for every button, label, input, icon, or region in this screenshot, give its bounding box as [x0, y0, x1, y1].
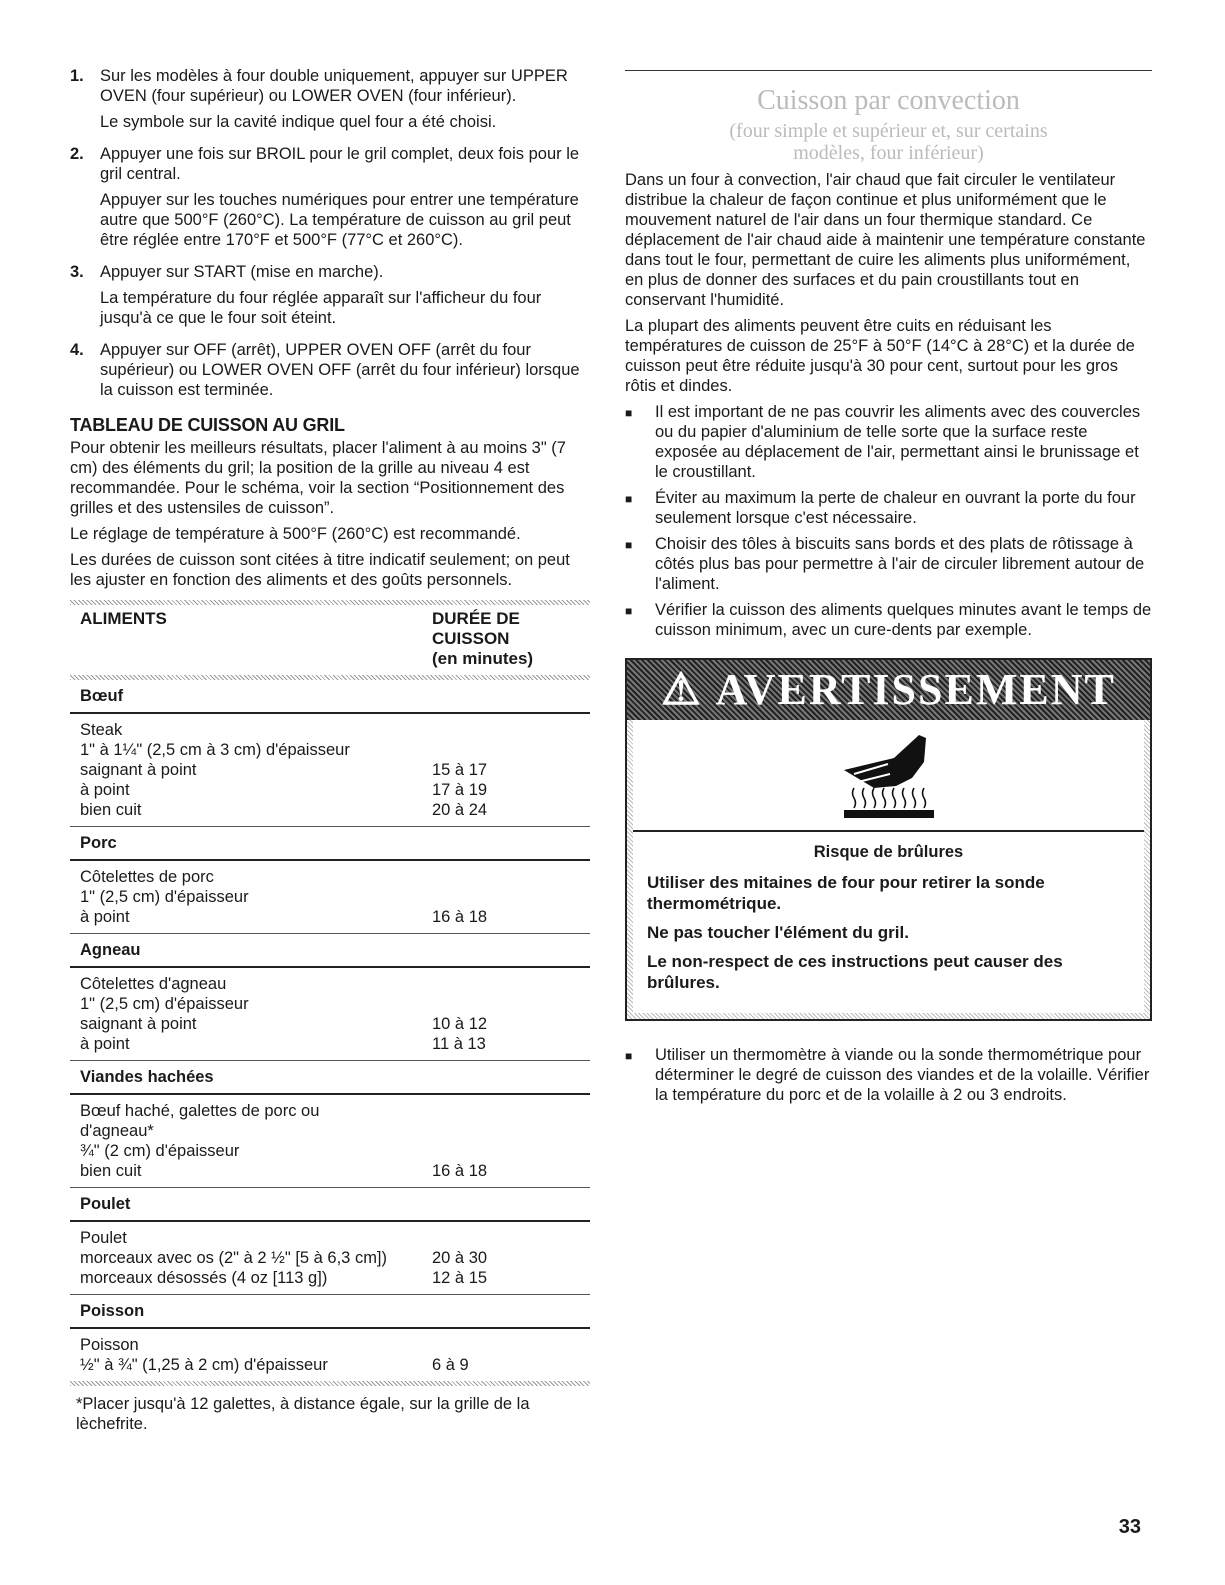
- convection-subtitle: (four simple et supérieur et, sur certains modèles, four inférieur): [729, 120, 1048, 164]
- table-cell-food: 1" (2,5 cm) d'épaisseur: [80, 995, 249, 1013]
- list-item: [625, 600, 1152, 640]
- warning-line: Ne pas toucher l'élément du gril.: [647, 923, 909, 942]
- step-2: [70, 144, 590, 256]
- table-row: [80, 1228, 580, 1248]
- table-group: [70, 1335, 590, 1381]
- table-row: [80, 780, 580, 800]
- warning-text: [633, 832, 1144, 1013]
- table-cell-food: 1" à 1¼" (2,5 cm à 3 cm) d'épaisseur: [80, 741, 350, 759]
- list-item-text: Éviter au maximum la perte de chaleur en ouvrant la porte du four seulement lorsque c'est nécessaire.: [655, 489, 1136, 527]
- warning-triangle-icon: ⚠: [661, 665, 716, 714]
- step-4: [70, 340, 590, 406]
- table-cell-time: [432, 974, 580, 994]
- table-body: [70, 680, 590, 1381]
- table-cell-time: 16 à 18: [432, 908, 488, 926]
- table-cell-food: Côtelettes d'agneau: [80, 975, 227, 993]
- list-item-text: Utiliser un thermomètre à viande ou la sonde thermométrique pour déterminer le degré de cuisson des viandes et de la volaille. Vérifier la température du porc et de la volaille à 2 ou 3 endroits.: [655, 1046, 1150, 1104]
- table-row: [80, 1161, 580, 1181]
- table-cell-food: saignant à point: [80, 1015, 197, 1033]
- table-category: Porc: [70, 827, 590, 861]
- list-item-text: Choisir des tôles à biscuits sans bords et des plats de rôtissage à côtés plus bas pour permettre à l'air de circuler librement autour de l'aliment.: [655, 535, 1145, 593]
- list-item: [625, 1045, 1152, 1105]
- table-row: [80, 907, 580, 927]
- step-text: La température du four réglée apparaît sur l'afficheur du four jusqu'à ce que le four soit éteint.: [100, 289, 542, 327]
- list-item: [625, 534, 1152, 594]
- list-item: [625, 488, 1152, 528]
- table-category: Viandes hachées: [70, 1061, 590, 1095]
- step-number: 3.: [70, 263, 84, 281]
- table-cell-time: 10 à 12: [432, 1015, 488, 1033]
- warning-line: Utiliser des mitaines de four pour retirer la sonde thermométrique.: [647, 873, 1045, 913]
- table-row: [80, 720, 580, 740]
- table-cell-time: [432, 1141, 580, 1161]
- table-row: [80, 760, 580, 780]
- table-cell-time: [432, 740, 580, 760]
- table-group: [70, 974, 590, 1061]
- table-cell-food: ½" à ¾" (1,25 à 2 cm) d'épaisseur: [80, 1356, 328, 1374]
- table-category: Poulet: [70, 1188, 590, 1222]
- gril-duration-note: Les durées de cuisson sont citées à titre indicatif seulement; on peut les ajuster en fonction des aliments et des goûts personnels.: [70, 551, 570, 589]
- table-category: Poisson: [70, 1295, 590, 1329]
- table-cell-food: à point: [80, 1035, 130, 1053]
- table-row: [80, 1248, 580, 1268]
- warning-icon-panel: [633, 720, 1144, 832]
- table-cell-time: 15 à 17: [432, 761, 488, 779]
- table-cell-food: Côtelettes de porc: [80, 868, 214, 886]
- table-cell-time: [432, 1228, 580, 1248]
- section-heading-gril: TABLEAU DE CUISSON AU GRIL: [70, 415, 345, 435]
- table-cell-time: 20 à 30: [432, 1249, 488, 1267]
- table-cell-food: Poulet: [80, 1229, 127, 1247]
- hot-surface-hand-icon: [834, 730, 944, 820]
- warning-heading: AVERTISSEMENT: [715, 665, 1116, 714]
- table-row: [80, 1355, 580, 1375]
- convection-intro: Dans un four à convection, l'air chaud que fait circuler le ventilateur distribue la chaleur de façon continue et plus uniformément que le mouvement naturel de l'air dans un four thermique standard. Ce déplacement de l'air chaud aide à maintenir une température constante dans tout le four, permettant de cuire les aliments plus uniformément, en plus de donner des surfaces et du pain croustillants tout en conservant l'humidité.: [625, 171, 1146, 309]
- table-row: [80, 1101, 580, 1121]
- table-cell-time: [432, 1121, 580, 1141]
- page-number: 33: [1118, 1516, 1141, 1538]
- header-duree-line2: CUISSON: [432, 629, 510, 648]
- list-item-text: Vérifier la cuisson des aliments quelques minutes avant le temps de cuisson minimum, avec un cure-dents par exemple.: [655, 601, 1152, 639]
- list-item: [625, 402, 1152, 482]
- warning-header: [627, 660, 1150, 720]
- table-cell-time: 12 à 15: [432, 1269, 488, 1287]
- table-row: [80, 740, 580, 760]
- table-row: [80, 1121, 580, 1141]
- table-group: [70, 720, 590, 827]
- right-column: [625, 70, 1152, 1111]
- table-row: [80, 1268, 580, 1288]
- convection-title: Cuisson par convection: [757, 85, 1020, 116]
- table-row: [80, 1141, 580, 1161]
- table-cell-food: 1" (2,5 cm) d'épaisseur: [80, 888, 249, 906]
- table-cell-time: 20 à 24: [432, 801, 488, 819]
- step-text: Appuyer sur OFF (arrêt), UPPER OVEN OFF (arrêt du four supérieur) ou LOWER OVEN OFF (arrêt du four inférieur) lorsque la cuisson est terminée.: [100, 341, 580, 399]
- table-cell-time: [432, 994, 580, 1014]
- table-row: [80, 1034, 580, 1054]
- table-row: [80, 800, 580, 820]
- header-duree: [432, 609, 580, 669]
- table-cell-time: 11 à 13: [432, 1035, 486, 1053]
- table-row: [80, 1335, 580, 1355]
- bullet-icon: ■: [625, 406, 633, 420]
- table-cell-food: d'agneau*: [80, 1122, 154, 1140]
- convection-tips: [625, 402, 1152, 640]
- header-duree-line3: (en minutes): [432, 649, 534, 668]
- table-cell-time: [432, 887, 580, 907]
- warning-box: [625, 658, 1152, 1021]
- table-cell-food: à point: [80, 908, 130, 926]
- table-row: [80, 867, 580, 887]
- table-cell-time: [432, 1335, 580, 1355]
- table-bottom-rule: [70, 1381, 590, 1386]
- table-category: Bœuf: [70, 680, 590, 714]
- table-cell-time: [432, 720, 580, 740]
- table-group: [70, 1101, 590, 1188]
- broil-table: [70, 600, 590, 1434]
- list-item-text: Il est important de ne pas couvrir les aliments avec des couvercles ou du papier d'aluminium de telle sorte que la surface reste exposée au déplacement de l'air, permettant ainsi le brunissage et le croustillant.: [655, 403, 1141, 481]
- table-row: [80, 1014, 580, 1034]
- step-text: Sur les modèles à four double uniquement, appuyer sur UPPER OVEN (four supérieur) ou LOWER OVEN (four inférieur).: [100, 67, 568, 105]
- header-aliments: ALIMENTS: [80, 609, 167, 628]
- step-text: Le symbole sur la cavité indique quel four a été choisi.: [100, 113, 497, 131]
- step-number: 1.: [70, 67, 84, 85]
- gril-temperature-note: Le réglage de température à 500°F (260°C) est recommandé.: [70, 525, 521, 543]
- table-cell-food: bien cuit: [80, 1162, 142, 1180]
- table-cell-food: Poisson: [80, 1336, 139, 1354]
- table-header: [70, 605, 590, 675]
- table-group: [70, 1228, 590, 1295]
- step-1: [70, 66, 590, 138]
- table-cell-time: [432, 1101, 580, 1121]
- warning-line: Le non-respect de ces instructions peut causer des brûlures.: [647, 952, 1063, 992]
- gril-intro: Pour obtenir les meilleurs résultats, placer l'aliment à au moins 3" (7 cm) des éléments du gril; la position de la grille au niveau 4 est recommandée. Pour le schéma, voir la section “Positionnement des grilles et des ustensiles de cuisson”.: [70, 439, 566, 517]
- table-cell-food: Steak: [80, 721, 123, 739]
- table-group: [70, 867, 590, 934]
- table-cell-time: 17 à 19: [432, 781, 488, 799]
- table-cell-time: 16 à 18: [432, 1162, 488, 1180]
- section-divider: [625, 70, 1152, 72]
- risk-title: Risque de brûlures: [813, 843, 964, 861]
- convection-temperature: La plupart des aliments peuvent être cuits en réduisant les températures de cuisson de 25°F à 50°F (14°C à 28°C) et la durée de cuisson peut être réduite jusqu'à 30 pour cent, surtout pour les gros rôtis et dindes.: [625, 317, 1135, 395]
- step-text: Appuyer sur START (mise en marche).: [100, 263, 384, 281]
- step-text: Appuyer sur les touches numériques pour entrer une température autre que 500°F (260°C). La température de cuisson au gril peut être réglée entre 170°F et 500°F (77°C et 260°C).: [100, 191, 579, 249]
- table-cell-food: ¾" (2 cm) d'épaisseur: [80, 1142, 240, 1160]
- table-cell-food: bien cuit: [80, 801, 142, 819]
- bullet-icon: ■: [625, 1049, 633, 1063]
- step-number: 4.: [70, 341, 84, 359]
- broil-steps: [70, 66, 590, 406]
- bullet-icon: ■: [625, 492, 633, 506]
- table-row: [80, 887, 580, 907]
- left-column: [70, 66, 590, 1434]
- bullet-icon: ■: [625, 538, 633, 552]
- table-cell-food: morceaux désossés (4 oz [113 g]): [80, 1269, 328, 1287]
- table-category: Agneau: [70, 934, 590, 968]
- table-row: [80, 974, 580, 994]
- table-cell-food: saignant à point: [80, 761, 197, 779]
- bullet-icon: ■: [625, 604, 633, 618]
- step-number: 2.: [70, 145, 84, 163]
- header-duree-line1: DURÉE DE: [432, 609, 520, 628]
- step-text: Appuyer une fois sur BROIL pour le gril complet, deux fois pour le gril central.: [100, 145, 580, 183]
- table-cell-time: [432, 867, 580, 887]
- table-cell-food: Bœuf haché, galettes de porc ou: [80, 1102, 320, 1120]
- table-footnote: *Placer jusqu'à 12 galettes, à distance égale, sur la grille de la lèchefrite.: [76, 1395, 530, 1433]
- table-row: [80, 994, 580, 1014]
- table-cell-food: à point: [80, 781, 130, 799]
- step-3: [70, 262, 590, 334]
- table-cell-time: 6 à 9: [432, 1356, 469, 1374]
- table-cell-food: morceaux avec os (2" à 2 ½" [5 à 6,3 cm]): [80, 1249, 388, 1267]
